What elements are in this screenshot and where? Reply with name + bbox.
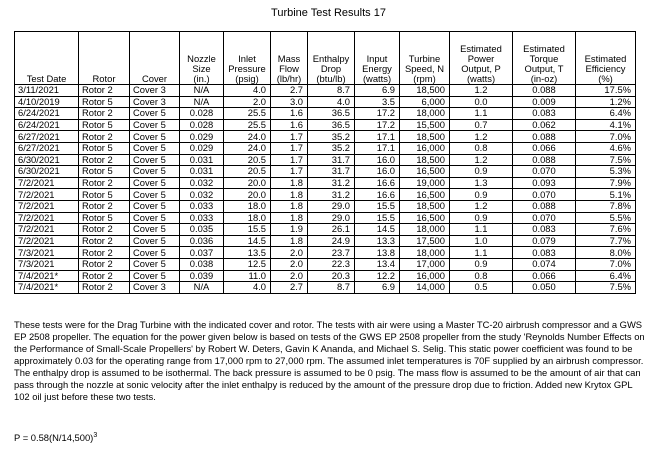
table-cell: 7/4/2021* <box>15 282 79 294</box>
table-cell: Rotor 5 <box>79 119 130 131</box>
column-header: Mass Flow (lb/hr) <box>271 32 308 85</box>
table-cell: Cover 5 <box>130 247 180 259</box>
column-header: Inlet Pressure (psig) <box>224 32 271 85</box>
table-cell: N/A <box>180 85 224 97</box>
table-cell: 15.5 <box>355 212 400 224</box>
table-cell: 0.088 <box>513 131 576 143</box>
table-cell: 0.079 <box>513 235 576 247</box>
table-cell: 4/10/2019 <box>15 96 79 108</box>
table-cell: 6/24/2021 <box>15 119 79 131</box>
table-cell: 16,500 <box>400 189 450 201</box>
table-cell: 7.9% <box>576 177 636 189</box>
power-formula <box>14 432 97 443</box>
table-cell: Rotor 2 <box>79 131 130 143</box>
table-cell: 13.3 <box>355 235 400 247</box>
table-cell: 7/2/2021 <box>15 235 79 247</box>
column-header: Test Date <box>15 32 79 85</box>
table-cell: 7/3/2021 <box>15 247 79 259</box>
table-cell: 4.0 <box>224 85 271 97</box>
table-cell: 23.7 <box>308 247 355 259</box>
table-cell: 36.5 <box>308 119 355 131</box>
table-cell: 4.1% <box>576 119 636 131</box>
table-row <box>15 108 636 120</box>
table-cell: 17.5% <box>576 85 636 97</box>
table-cell: 7/2/2021 <box>15 224 79 236</box>
column-header: Estimated Torque Output, T (in-oz) <box>513 32 576 85</box>
table-cell: 0.039 <box>180 270 224 282</box>
table-cell: 6/27/2021 <box>15 131 79 143</box>
table-cell: 25.5 <box>224 108 271 120</box>
table-cell: 13.5 <box>224 247 271 259</box>
table-cell: 2.0 <box>271 270 308 282</box>
table-cell: 0.029 <box>180 131 224 143</box>
table-row <box>15 258 636 270</box>
table-cell: 1.1 <box>450 108 513 120</box>
table-cell: Rotor 2 <box>79 85 130 97</box>
table-cell: 0.035 <box>180 224 224 236</box>
table-cell: Rotor 2 <box>79 258 130 270</box>
column-header: Estimated Efficiency (%) <box>576 32 636 85</box>
table-cell: 0.062 <box>513 119 576 131</box>
table-cell: Cover 3 <box>130 85 180 97</box>
table-row <box>15 131 636 143</box>
table-cell: 7/2/2021 <box>15 177 79 189</box>
table-cell: 0.9 <box>450 166 513 178</box>
table-cell: 24.0 <box>224 142 271 154</box>
table-cell: 1.1 <box>450 224 513 236</box>
table-cell: 29.0 <box>308 200 355 212</box>
column-header: Input Energy (watts) <box>355 32 400 85</box>
table-cell: 11.0 <box>224 270 271 282</box>
table-cell: 17.2 <box>355 119 400 131</box>
table-cell: 6.4% <box>576 108 636 120</box>
table-cell: 2.7 <box>271 282 308 294</box>
table-cell: Cover 3 <box>130 282 180 294</box>
table-cell: 2.7 <box>271 85 308 97</box>
table-cell: 17.1 <box>355 131 400 143</box>
table-row <box>15 282 636 294</box>
table-cell: 12.2 <box>355 270 400 282</box>
table-cell: 16,000 <box>400 270 450 282</box>
table-cell: 0.050 <box>513 282 576 294</box>
table-cell: 0.093 <box>513 177 576 189</box>
table-cell: 12.5 <box>224 258 271 270</box>
table-cell: Cover 5 <box>130 200 180 212</box>
table-cell: 6.9 <box>355 85 400 97</box>
column-header: Estimated Power Output, P (watts) <box>450 32 513 85</box>
table-cell: 1.8 <box>271 235 308 247</box>
table-cell: 18,500 <box>400 85 450 97</box>
table-cell: 1.2 <box>450 200 513 212</box>
table-cell: 18,500 <box>400 131 450 143</box>
table-cell: Cover 5 <box>130 189 180 201</box>
table-cell: 6.9 <box>355 282 400 294</box>
table-cell: 0.028 <box>180 108 224 120</box>
table-cell: 0.028 <box>180 119 224 131</box>
table-cell: 3.5 <box>355 96 400 108</box>
table-cell: Cover 5 <box>130 131 180 143</box>
table-cell: N/A <box>180 96 224 108</box>
table-cell: Rotor 2 <box>79 270 130 282</box>
table-cell: Rotor 5 <box>79 96 130 108</box>
column-header: Enthalpy Drop (btu/lb) <box>308 32 355 85</box>
table-cell: 14.5 <box>355 224 400 236</box>
table-cell: 4.6% <box>576 142 636 154</box>
table-cell: Cover 5 <box>130 270 180 282</box>
notes-paragraph: These tests were for the Drag Turbine with the indicated cover and rotor. The tests with air were using a Master TC-20 airbrush compressor and a GWS EP 2508 propeller. The equation for the power given below is based on tests of the GWS EP 2508 propeller from the study 'Reynolds Number Effects on the Performance of Small-Scale Propellers' by Robert W. Deters, Gavin K Ananda, and Michael S. Selig. This static power coefficient was found to be approximately 0.03 for the operating range from 17,000 rpm to 27,000 rpm. The assumed inlet temperatures is 70F supplied by an airbrush compressor. The enthalpy drop is assumed to be isothermal. The back pressure is assumed to be 0 psig. The mass flow is assumed to be the amount of air that can pass through the nozzle at sonic velocity after the inlet enthalpy is reduced by the amount of the pressure drop due to friction. Added new Krytox GPL 102 oil just before these two tests. <box>14 319 645 402</box>
table-cell: 7.6% <box>576 224 636 236</box>
table-cell: Rotor 2 <box>79 282 130 294</box>
table-cell: Rotor 2 <box>79 177 130 189</box>
table-cell: 16,500 <box>400 212 450 224</box>
table-cell: 0.8 <box>450 142 513 154</box>
table-cell: 14.5 <box>224 235 271 247</box>
table-cell: 8.0% <box>576 247 636 259</box>
table-cell: 0.088 <box>513 154 576 166</box>
table-cell: 17.2 <box>355 108 400 120</box>
table-cell: 6/27/2021 <box>15 142 79 154</box>
table-cell: 2.0 <box>271 247 308 259</box>
table-cell: 0.074 <box>513 258 576 270</box>
table-cell: 6/30/2021 <box>15 166 79 178</box>
table-cell: 14,000 <box>400 282 450 294</box>
table-cell: 20.0 <box>224 189 271 201</box>
table-cell: 6/24/2021 <box>15 108 79 120</box>
table-cell: 0.029 <box>180 142 224 154</box>
table-row <box>15 270 636 282</box>
table-cell: 1.8 <box>271 212 308 224</box>
table-cell: 20.0 <box>224 177 271 189</box>
table-cell: 1.7 <box>271 154 308 166</box>
table-cell: 0.088 <box>513 85 576 97</box>
table-cell: 0.033 <box>180 212 224 224</box>
table-cell: 0.0 <box>450 96 513 108</box>
table-cell: Cover 5 <box>130 235 180 247</box>
table-cell: 7.0% <box>576 258 636 270</box>
table-cell: 2.0 <box>224 96 271 108</box>
table-cell: Rotor 2 <box>79 247 130 259</box>
table-cell: 1.7 <box>271 131 308 143</box>
table-cell: 25.5 <box>224 119 271 131</box>
table-row <box>15 235 636 247</box>
table-cell: 0.083 <box>513 247 576 259</box>
table-cell: 35.2 <box>308 131 355 143</box>
table-cell: 0.083 <box>513 108 576 120</box>
table-cell: 1.2 <box>450 154 513 166</box>
table-cell: 36.5 <box>308 108 355 120</box>
column-header: Cover <box>130 32 180 85</box>
table-cell: 1.2 <box>450 85 513 97</box>
table-cell: 18,500 <box>400 154 450 166</box>
table-cell: 16,000 <box>400 142 450 154</box>
table-row <box>15 119 636 131</box>
table-cell: 2.0 <box>271 258 308 270</box>
table-row <box>15 154 636 166</box>
table-cell: Cover 5 <box>130 212 180 224</box>
table-cell: 0.088 <box>513 200 576 212</box>
table-cell: 1.3 <box>450 177 513 189</box>
table-cell: 6.4% <box>576 270 636 282</box>
table-cell: 0.066 <box>513 270 576 282</box>
table-cell: 20.3 <box>308 270 355 282</box>
table-row <box>15 224 636 236</box>
table-cell: 0.031 <box>180 154 224 166</box>
table-cell: 17,500 <box>400 235 450 247</box>
table-cell: Rotor 2 <box>79 108 130 120</box>
table-cell: 3.0 <box>271 96 308 108</box>
table-cell: 0.032 <box>180 177 224 189</box>
table-cell: Rotor 2 <box>79 200 130 212</box>
table-cell: 26.1 <box>308 224 355 236</box>
table-cell: 18,000 <box>400 108 450 120</box>
table-cell: 0.031 <box>180 166 224 178</box>
table-cell: 31.2 <box>308 189 355 201</box>
table-cell: 17.1 <box>355 142 400 154</box>
table-cell: 13.8 <box>355 247 400 259</box>
table-cell: 18,000 <box>400 224 450 236</box>
table-cell: 31.2 <box>308 177 355 189</box>
table-cell: 22.3 <box>308 258 355 270</box>
table-cell: 7/2/2021 <box>15 200 79 212</box>
table-cell: Cover 5 <box>130 154 180 166</box>
table-cell: 0.009 <box>513 96 576 108</box>
table-cell: 0.066 <box>513 142 576 154</box>
table-cell: 18,000 <box>400 247 450 259</box>
table-cell: 7/4/2021* <box>15 270 79 282</box>
table-cell: N/A <box>180 282 224 294</box>
table-cell: 1.8 <box>271 177 308 189</box>
column-header: Rotor <box>79 32 130 85</box>
table-cell: 13.4 <box>355 258 400 270</box>
table-cell: Cover 5 <box>130 119 180 131</box>
table-cell: 16.0 <box>355 154 400 166</box>
table-cell: 1.7 <box>271 166 308 178</box>
table-cell: 0.9 <box>450 212 513 224</box>
table-cell: 0.070 <box>513 189 576 201</box>
table-cell: Cover 5 <box>130 142 180 154</box>
table-cell: 15.5 <box>224 224 271 236</box>
table-cell: 6,000 <box>400 96 450 108</box>
table-cell: 0.9 <box>450 189 513 201</box>
table-cell: 16.6 <box>355 177 400 189</box>
table-row <box>15 200 636 212</box>
table-cell: 3/11/2021 <box>15 85 79 97</box>
table-cell: 1.0 <box>450 235 513 247</box>
table-cell: 5.3% <box>576 166 636 178</box>
table-cell: Rotor 2 <box>79 154 130 166</box>
table-cell: 0.083 <box>513 224 576 236</box>
table-cell: Cover 5 <box>130 166 180 178</box>
table-cell: Cover 5 <box>130 224 180 236</box>
table-cell: 1.2% <box>576 96 636 108</box>
table-cell: 31.7 <box>308 154 355 166</box>
table-cell: 20.5 <box>224 166 271 178</box>
table-cell: 1.6 <box>271 119 308 131</box>
table-cell: 4.0 <box>308 96 355 108</box>
table-cell: 1.2 <box>450 131 513 143</box>
document-title: Turbine Test Results 17 <box>271 7 386 19</box>
table-cell: 19,000 <box>400 177 450 189</box>
table-row <box>15 96 636 108</box>
table-cell: Rotor 5 <box>79 212 130 224</box>
results-table <box>14 31 636 294</box>
table-cell: Rotor 2 <box>79 235 130 247</box>
table-cell: 7/2/2021 <box>15 189 79 201</box>
table-cell: 24.9 <box>308 235 355 247</box>
table-cell: 7.7% <box>576 235 636 247</box>
table-cell: 5.5% <box>576 212 636 224</box>
table-cell: 29.0 <box>308 212 355 224</box>
table-row <box>15 212 636 224</box>
table-cell: 31.7 <box>308 166 355 178</box>
table-cell: 0.037 <box>180 247 224 259</box>
table-cell: Cover 5 <box>130 258 180 270</box>
table-cell: 18.0 <box>224 200 271 212</box>
table-cell: 7.8% <box>576 200 636 212</box>
column-header: Nozzle Size (in.) <box>180 32 224 85</box>
table-row <box>15 142 636 154</box>
table-cell: 8.7 <box>308 85 355 97</box>
table-cell: 1.7 <box>271 142 308 154</box>
table-cell: 7.0% <box>576 131 636 143</box>
table-row <box>15 247 636 259</box>
table-cell: 1.9 <box>271 224 308 236</box>
table-row <box>15 166 636 178</box>
formula-exponent: 3 <box>93 432 98 439</box>
table-cell: 0.070 <box>513 166 576 178</box>
table-cell: Rotor 5 <box>79 142 130 154</box>
table-cell: 18.0 <box>224 212 271 224</box>
table-cell: 16,500 <box>400 166 450 178</box>
table-cell: 6/30/2021 <box>15 154 79 166</box>
table-cell: 0.070 <box>513 212 576 224</box>
table-cell: 0.7 <box>450 119 513 131</box>
table-cell: 0.033 <box>180 200 224 212</box>
table-row <box>15 177 636 189</box>
table-cell: 0.038 <box>180 258 224 270</box>
table-cell: 20.5 <box>224 154 271 166</box>
table-cell: 0.032 <box>180 189 224 201</box>
table-cell: 15,500 <box>400 119 450 131</box>
table-cell: 0.9 <box>450 258 513 270</box>
table-row <box>15 85 636 97</box>
table-cell: Rotor 5 <box>79 189 130 201</box>
table-cell: 16.6 <box>355 189 400 201</box>
table-cell: Cover 5 <box>130 108 180 120</box>
table-cell: 16.0 <box>355 166 400 178</box>
table-cell: Rotor 2 <box>79 224 130 236</box>
table-row <box>15 189 636 201</box>
table-cell: Rotor 5 <box>79 166 130 178</box>
table-cell: 7.5% <box>576 282 636 294</box>
table-cell: 7.5% <box>576 154 636 166</box>
table-cell: 0.036 <box>180 235 224 247</box>
table-cell: 7/3/2021 <box>15 258 79 270</box>
table-cell: 1.8 <box>271 200 308 212</box>
table-cell: 18,500 <box>400 200 450 212</box>
formula-base: P = 0.58(N/14,500) <box>14 432 94 444</box>
table-cell: Cover 3 <box>130 96 180 108</box>
table-cell: 15.5 <box>355 200 400 212</box>
table-cell: 8.7 <box>308 282 355 294</box>
table-cell: 1.8 <box>271 189 308 201</box>
table-cell: 1.6 <box>271 108 308 120</box>
table-cell: 1.1 <box>450 247 513 259</box>
table-cell: 0.5 <box>450 282 513 294</box>
table-cell: Cover 5 <box>130 177 180 189</box>
column-header: Turbine Speed, N (rpm) <box>400 32 450 85</box>
table-cell: 24.0 <box>224 131 271 143</box>
table-cell: 7/2/2021 <box>15 212 79 224</box>
table-cell: 0.8 <box>450 270 513 282</box>
table-cell: 4.0 <box>224 282 271 294</box>
table-cell: 5.1% <box>576 189 636 201</box>
table-cell: 17,000 <box>400 258 450 270</box>
table-header-row <box>15 32 636 85</box>
table-cell: 35.2 <box>308 142 355 154</box>
